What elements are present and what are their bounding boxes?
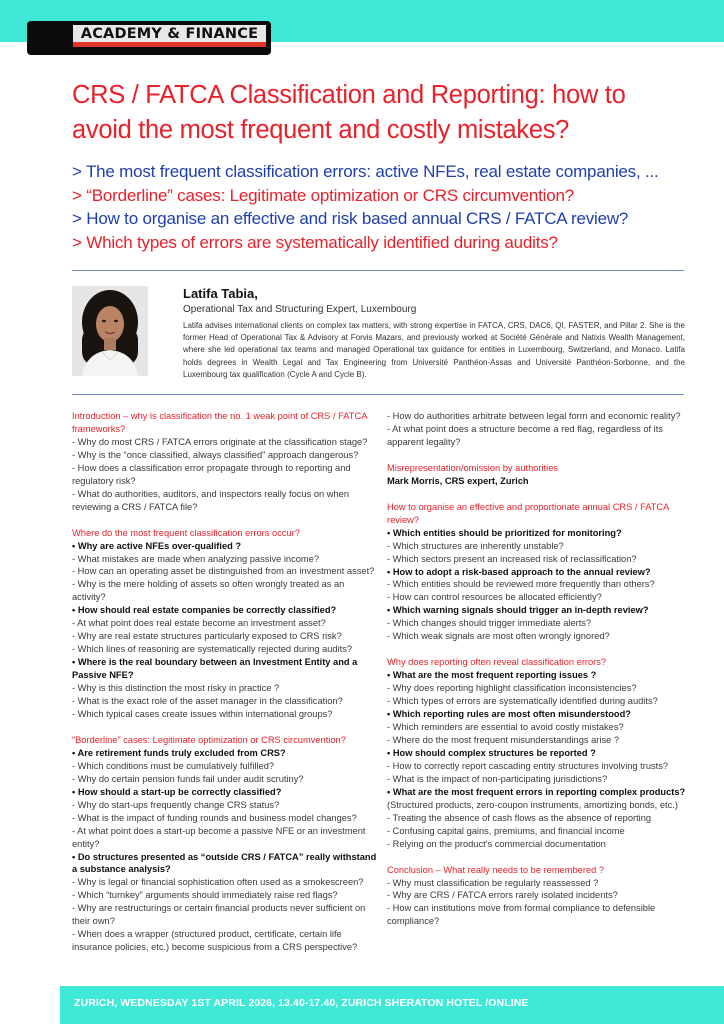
- question-item: - Which conditions must be cumulatively fulfilled?: [72, 760, 275, 771]
- section-spacer: [72, 721, 377, 734]
- question-item: - Why must classification be regularly reassessed ?: [387, 877, 599, 888]
- speaker-name: Latifa Tabia,: [183, 286, 258, 301]
- question-item: - Which “turnkey” arguments should immediately raise red flags?: [72, 890, 338, 901]
- section-heading: Introduction – why is classification the no. 1 weak point of CRS / FATCA frameworks?: [72, 411, 367, 434]
- topic-heading: • Which warning signals should trigger an in-depth review?: [387, 605, 649, 616]
- topic-heading: • Where is the real boundary between an Investment Entity and a Passive NFE?: [72, 657, 358, 681]
- question-item: - How do authorities arbitrate between legal form and economic reality?: [387, 411, 681, 421]
- question-item: - What do authorities, auditors, and inspectors really focus on when reviewing a CRS / FATCA file?: [72, 488, 349, 512]
- question-item: - Which typical cases create issues within international groups?: [72, 708, 333, 719]
- topic-heading: • What are the most frequent reporting issues ?: [387, 670, 597, 681]
- question-item: - Why is the mere holding of assets so often wrongly treated as an activity?: [72, 579, 345, 603]
- question-item: - Which sectors present an increased risk of reclassification?: [387, 553, 637, 564]
- question-item: - Why is legal or financial sophistication often used as a smokescreen?: [72, 877, 364, 888]
- highlight-item: > “Borderline” cases: Legitimate optimization or CRS circumvention?: [72, 185, 575, 205]
- topic-heading: • Do structures presented as “outside CRS / FATCA” really withstand a substance analysis?: [72, 851, 377, 875]
- question-item: - Why do certain pension funds fail under audit scrutiny?: [72, 773, 304, 784]
- question-item: - Why do most CRS / FATCA errors originate at the classification stage?: [72, 436, 368, 447]
- program-column-right: [387, 410, 692, 928]
- topic-heading: • How should a start-up be correctly classified?: [72, 786, 282, 797]
- topic-heading: • How should real estate companies be correctly classified?: [72, 605, 337, 616]
- question-item: - What is the impact of funding rounds and business model changes?: [72, 812, 357, 823]
- program-column-left: [72, 410, 377, 954]
- question-item: - Why are restructurings or certain financial products never sufficient on their own?: [72, 903, 366, 927]
- question-item: - Which types of errors are systematically identified during audits?: [387, 696, 658, 707]
- section-spacer: [387, 851, 692, 864]
- question-item: - Why is this distinction the most risky in practice ?: [72, 683, 280, 694]
- topic-heading: • Which reporting rules are most often misunderstood?: [387, 709, 631, 720]
- highlight-item: > Which types of errors are systematically identified during audits?: [72, 232, 558, 252]
- topic-heading: • What are the most frequent errors in reporting complex products?: [387, 786, 686, 797]
- section-spacer: [387, 488, 692, 501]
- guest-speaker: Mark Morris, CRS expert, Zurich: [387, 475, 529, 486]
- question-item: - How can institutions move from formal compliance to defensible compliance?: [387, 903, 656, 927]
- question-item: - Why does reporting highlight classification inconsistencies?: [387, 683, 637, 694]
- event-footer-band: [60, 986, 724, 1024]
- question-item: - Which entities should be reviewed more frequently than others?: [387, 579, 655, 590]
- section-heading: Where do the most frequent classification errors occur?: [72, 527, 300, 538]
- section-heading: “Borderline” cases: Legitimate optimization or CRS circumvention?: [72, 734, 346, 745]
- portrait-icon: [72, 286, 148, 376]
- event-info: ZURICH, WEDNESDAY 1ST APRIL 2026, 13.40-17.40, ZURICH SHERATON HOTEL /ONLINE: [74, 997, 529, 1009]
- question-item: - Which lines of reasoning are systematically rejected during audits?: [72, 644, 353, 655]
- question-item: - How to correctly report cascading entity structures involving trusts?: [387, 760, 669, 771]
- title-line-2: avoid the most frequent and costly mistakes?: [72, 116, 570, 144]
- question-item: - How can control resources be allocated efficiently?: [387, 592, 602, 603]
- question-item: - What mistakes are made when analyzing passive income?: [72, 553, 319, 564]
- topic-heading: • Are retirement funds truly excluded from CRS?: [72, 747, 286, 758]
- question-item: - What is the impact of non-participating jurisdictions?: [387, 773, 608, 784]
- question-item: - Confusing capital gains, premiums, and financial income: [387, 825, 625, 836]
- highlight-item: > The most frequent classification errors: active NFEs, real estate companies, ...: [72, 162, 659, 181]
- question-item: - How can an operating asset be distinguished from an investment asset?: [72, 566, 375, 577]
- section-spacer: [387, 643, 692, 656]
- question-item: - Where do the most frequent misunderstandings arise ?: [387, 734, 620, 745]
- section-heading: Misrepresentation/omission by authorities: [387, 462, 559, 473]
- question-item: - Treating the absence of cash flows as the absence of reporting: [387, 812, 652, 823]
- question-item: (Structured products, zero-coupon instruments, amortizing bonds, etc.): [387, 799, 678, 810]
- section-heading: Conclusion – What really needs to be remembered ?: [387, 864, 605, 875]
- logo-text: ACADEMY & FINANCE: [80, 25, 259, 42]
- question-item: - At what point does real estate become an investment asset?: [72, 618, 326, 629]
- topic-heading: • How to adopt a risk-based approach to the annual review?: [387, 566, 651, 577]
- section-spacer: [72, 514, 377, 527]
- academy-finance-logo: [27, 21, 271, 55]
- divider-bottom: [72, 394, 684, 395]
- speaker-bio: Latifa advises international clients on complex tax matters, with strong expertise in FATCA, CRS, DAC6, QI, FASTER, and Pillar 2. She is the former Head of Operational Tax & Advisory at Forvis Mazars, and previously worked at Société Générale and Natixis Wealth Management, where she led operational tax teams and managed Operational tax guidance for entities in Luxembourg, Switzerland, and Monaco. Latifa holds degrees in Wealth Legal and Tax Engineering from Université Panthéon-Assas and Université Panthéon-Sorbonne, and the Luxembourg tax qualification (Cycle A and Cycle B).: [183, 321, 685, 379]
- question-item: - Why is the “once classified, always classified” approach dangerous?: [72, 449, 359, 460]
- logo-label-plate: [73, 25, 266, 47]
- question-item: - Relying on the product's commercial documentation: [387, 838, 606, 849]
- title-line-1: CRS / FATCA Classification and Reporting: how to: [72, 81, 626, 109]
- topic-heading: • Which entities should be prioritized for monitoring?: [387, 527, 622, 538]
- speaker-role: Operational Tax and Structuring Expert, Luxembourg: [183, 304, 417, 315]
- question-item: - Why are real estate structures particularly exposed to CRS risk?: [72, 631, 342, 642]
- question-item: - What is the exact role of the asset manager in the classification?: [72, 696, 343, 707]
- section-heading: How to organise an effective and proportionate annual CRS / FATCA review?: [387, 501, 669, 525]
- key-highlights: [72, 160, 692, 254]
- question-item: - When does a wrapper (structured product, certificate, certain life insurance policies, etc.) become suspicious from a CRS perspective?: [72, 929, 358, 953]
- question-item: - Why do start-ups frequently change CRS status?: [72, 799, 280, 810]
- question-item: - Why are CRS / FATCA errors rarely isolated incidents?: [387, 890, 618, 901]
- question-item: - How does a classification error propagate through to reporting and regulatory risk?: [72, 462, 351, 486]
- topic-heading: • Why are active NFEs over-qualified ?: [72, 540, 242, 551]
- topic-heading: • How should complex structures be reported ?: [387, 747, 596, 758]
- question-item: - Which reminders are essential to avoid costly mistakes?: [387, 722, 624, 733]
- page-title: [72, 78, 672, 148]
- question-item: - Which changes should trigger immediate alerts?: [387, 618, 592, 629]
- question-item: - Which structures are inherently unstable?: [387, 540, 564, 551]
- divider-top: [72, 270, 684, 271]
- highlight-item: > How to organise an effective and risk based annual CRS / FATCA review?: [72, 209, 629, 228]
- section-heading: Why does reporting often reveal classification errors?: [387, 657, 607, 668]
- speaker-photo: [72, 286, 148, 376]
- question-item: - At what point does a start-up become a passive NFE or an investment entity?: [72, 825, 366, 849]
- question-item: - Which weak signals are most often wrongly ignored?: [387, 631, 610, 642]
- section-spacer: [387, 449, 692, 462]
- question-item: - At what point does a structure become a red flag, regardless of its apparent legality?: [387, 423, 663, 447]
